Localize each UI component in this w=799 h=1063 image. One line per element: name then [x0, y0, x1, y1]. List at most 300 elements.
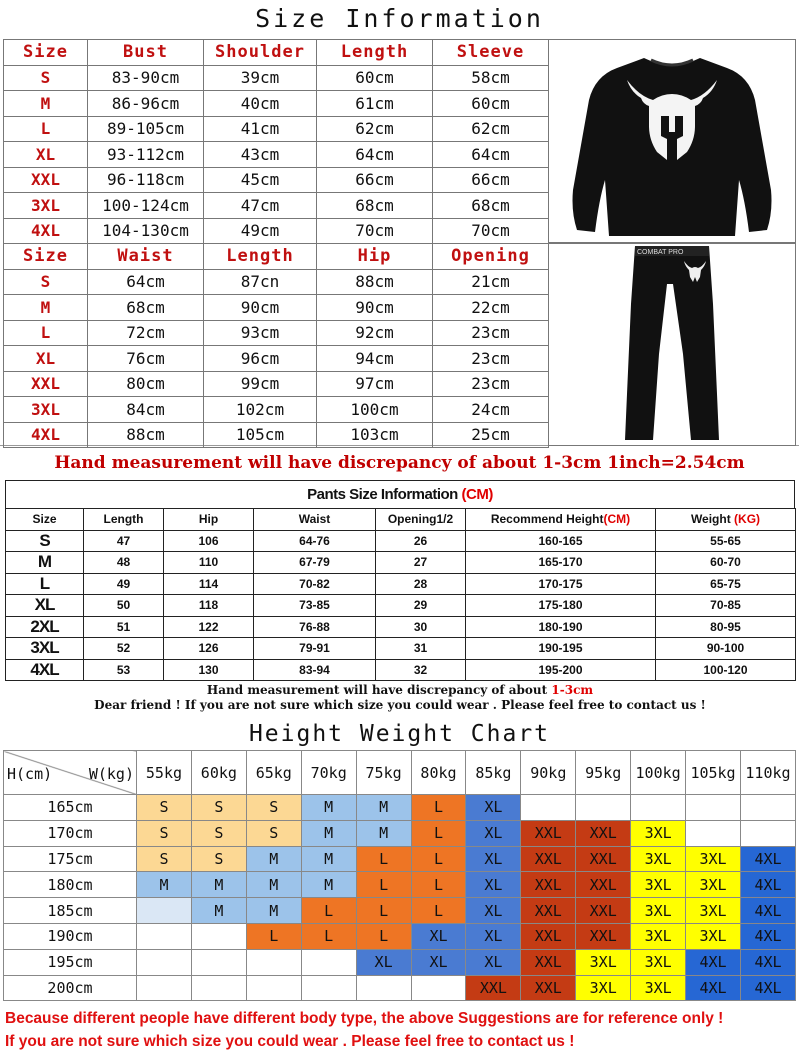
value-cell: 40cm	[204, 91, 317, 117]
value-cell: 21cm	[433, 269, 549, 295]
table-header-row	[4, 751, 796, 795]
column-header	[164, 509, 254, 531]
value-cell: 160-165	[466, 530, 656, 552]
value-cell: 51	[84, 616, 164, 638]
value-cell: 68cm	[433, 193, 549, 219]
size-recommendation-cell: M	[301, 820, 356, 846]
size-recommendation-cell	[191, 975, 246, 1001]
value-cell: 32	[376, 659, 466, 681]
size-recommendation-cell: S	[246, 820, 301, 846]
value-cell: 68cm	[88, 295, 204, 321]
value-cell: 90-100	[656, 638, 796, 660]
size-cell: L	[6, 573, 84, 595]
size-recommendation-cell: L	[356, 923, 411, 949]
size-recommendation-cell	[137, 898, 192, 924]
value-cell: 80-95	[656, 616, 796, 638]
column-header: Sleeve	[433, 40, 549, 66]
pants-note-line1: Hand measurement will have discrepancy of about 1-3cm	[206, 683, 594, 697]
height-weight-title: Height Weight Chart	[248, 721, 551, 747]
size-cell: L	[4, 320, 88, 346]
size-recommendation-cell: XXL	[521, 923, 576, 949]
table-header-row	[6, 509, 796, 531]
table-row	[4, 898, 796, 924]
value-cell: 76cm	[88, 346, 204, 372]
column-header: Size	[4, 244, 88, 270]
table-row	[4, 820, 796, 846]
size-recommendation-cell: XL	[411, 949, 466, 975]
size-recommendation-cell: XXL	[521, 898, 576, 924]
column-header: Waist	[88, 244, 204, 270]
size-recommendation-cell: XXL	[576, 846, 631, 872]
header-unit: (CM)	[603, 512, 631, 527]
value-cell: 190-195	[466, 638, 656, 660]
size-recommendation-cell: 4XL	[686, 975, 741, 1001]
header-label: Size	[32, 512, 57, 527]
size-cell: 3XL	[4, 397, 88, 423]
size-recommendation-cell	[191, 923, 246, 949]
size-cell: XL	[4, 142, 88, 168]
value-cell: 55-65	[656, 530, 796, 552]
column-header	[376, 509, 466, 531]
size-recommendation-cell: 4XL	[740, 846, 795, 872]
value-cell: 30	[376, 616, 466, 638]
table-row	[6, 573, 796, 595]
value-cell: 60cm	[317, 65, 433, 91]
size-recommendation-cell	[301, 949, 356, 975]
size-recommendation-cell: M	[301, 846, 356, 872]
size-cell: XL	[4, 346, 88, 372]
value-cell: 27	[376, 552, 466, 574]
size-recommendation-cell	[631, 795, 686, 821]
size-recommendation-cell: 3XL	[576, 975, 631, 1001]
height-cell: 200cm	[4, 975, 137, 1001]
value-cell: 66cm	[433, 167, 549, 193]
value-cell: 195-200	[466, 659, 656, 681]
value-cell: 94cm	[317, 346, 433, 372]
value-cell: 43cm	[204, 142, 317, 168]
size-cell: 4XL	[4, 422, 88, 448]
table-row	[6, 552, 796, 574]
size-recommendation-cell: M	[137, 872, 192, 898]
table-row	[4, 397, 549, 423]
header-label: Hip	[198, 512, 219, 527]
table-row	[4, 65, 549, 91]
value-cell: 103cm	[317, 422, 433, 448]
value-cell: 97cm	[317, 371, 433, 397]
size-recommendation-cell: XXL	[576, 820, 631, 846]
size-recommendation-cell	[411, 975, 466, 1001]
value-cell: 100cm	[317, 397, 433, 423]
weight-axis-label: W(kg)	[88, 765, 134, 783]
size-recommendation-cell: 4XL	[740, 975, 795, 1001]
value-cell: 64-76	[254, 530, 376, 552]
value-cell: 130	[164, 659, 254, 681]
value-cell: 175-180	[466, 595, 656, 617]
size-recommendation-cell	[356, 975, 411, 1001]
table-row	[6, 616, 796, 638]
table-row	[4, 949, 796, 975]
pants-note-line2: Dear friend ! If you are not sure which size you could wear . Please feel free to contact us !	[94, 698, 706, 712]
value-cell: 118	[164, 595, 254, 617]
value-cell: 102cm	[204, 397, 317, 423]
column-header: Length	[204, 244, 317, 270]
height-cell: 165cm	[4, 795, 137, 821]
size-recommendation-cell: 3XL	[686, 923, 741, 949]
size-recommendation-cell: 3XL	[576, 949, 631, 975]
value-cell: 61cm	[317, 91, 433, 117]
size-recommendation-cell: L	[411, 898, 466, 924]
value-cell: 83-94	[254, 659, 376, 681]
value-cell: 64cm	[317, 142, 433, 168]
size-recommendation-cell: XL	[466, 846, 521, 872]
value-cell: 93-112cm	[88, 142, 204, 168]
table-row	[4, 923, 796, 949]
pants-image	[548, 243, 796, 446]
value-cell: 50	[84, 595, 164, 617]
table-row	[4, 975, 796, 1001]
column-header	[84, 509, 164, 531]
value-cell: 23cm	[433, 346, 549, 372]
column-header: Opening	[433, 244, 549, 270]
size-cell: XXL	[4, 167, 88, 193]
weight-header: 60kg	[191, 751, 246, 795]
size-recommendation-cell: XL	[466, 923, 521, 949]
table-row	[4, 346, 549, 372]
shirt-shape	[573, 58, 772, 236]
size-recommendation-cell	[740, 820, 795, 846]
size-recommendation-cell: XL	[411, 923, 466, 949]
value-cell: 79-91	[254, 638, 376, 660]
table-row	[4, 846, 796, 872]
header-label: Opening1/2	[387, 512, 454, 527]
size-recommendation-cell: S	[137, 820, 192, 846]
corner-cell	[4, 751, 137, 795]
column-header	[6, 509, 84, 531]
size-recommendation-cell: M	[246, 846, 301, 872]
height-cell: 180cm	[4, 872, 137, 898]
size-recommendation-cell: S	[191, 846, 246, 872]
height-cell: 190cm	[4, 923, 137, 949]
size-recommendation-cell: S	[246, 795, 301, 821]
size-recommendation-cell: L	[356, 898, 411, 924]
size-recommendation-cell: 3XL	[631, 949, 686, 975]
weight-header: 65kg	[246, 751, 301, 795]
value-cell: 68cm	[317, 193, 433, 219]
column-header	[466, 509, 656, 531]
size-recommendation-cell: XXL	[521, 846, 576, 872]
table-row	[6, 530, 796, 552]
size-cell: 4XL	[4, 218, 88, 244]
value-cell: 93cm	[204, 320, 317, 346]
value-cell: 90cm	[317, 295, 433, 321]
size-recommendation-cell: 3XL	[631, 820, 686, 846]
size-cell: XXL	[4, 371, 88, 397]
weight-header: 95kg	[576, 751, 631, 795]
size-recommendation-cell: XXL	[576, 898, 631, 924]
footer-line1: Because different people have different body type, the above Suggestions are for reference only !	[5, 1010, 724, 1027]
header-label: Length	[103, 512, 144, 527]
value-cell: 25cm	[433, 422, 549, 448]
size-recommendation-cell: XL	[356, 949, 411, 975]
size-recommendation-cell: XL	[466, 820, 521, 846]
table-row	[4, 422, 549, 448]
value-cell: 52	[84, 638, 164, 660]
size-recommendation-cell: 3XL	[631, 846, 686, 872]
value-cell: 99cm	[204, 371, 317, 397]
value-cell: 76-88	[254, 616, 376, 638]
pants-size-table	[3, 243, 549, 448]
weight-header: 90kg	[521, 751, 576, 795]
size-recommendation-cell: 4XL	[740, 949, 795, 975]
size-cell: S	[4, 269, 88, 295]
measurement-note: Hand measurement will have discrepancy of about 1-3cm 1inch=2.54cm	[54, 453, 745, 473]
footer-line2: If you are not sure which size you could wear . Please feel free to contact us !	[5, 1033, 575, 1050]
value-cell: 24cm	[433, 397, 549, 423]
table-row	[4, 218, 549, 244]
value-cell: 86-96cm	[88, 91, 204, 117]
pants-shape	[625, 246, 719, 440]
value-cell: 22cm	[433, 295, 549, 321]
weight-header: 70kg	[301, 751, 356, 795]
size-recommendation-cell: 4XL	[740, 872, 795, 898]
size-recommendation-cell: L	[411, 820, 466, 846]
size-recommendation-cell: 3XL	[631, 975, 686, 1001]
value-cell: 28	[376, 573, 466, 595]
size-recommendation-cell: M	[246, 872, 301, 898]
height-cell: 170cm	[4, 820, 137, 846]
table-row	[4, 116, 549, 142]
size-recommendation-cell: L	[411, 872, 466, 898]
size-recommendation-cell: 4XL	[740, 923, 795, 949]
header-label: Waist	[298, 512, 331, 527]
header-label: Weight	[690, 512, 735, 527]
column-header: Hip	[317, 244, 433, 270]
weight-header: 105kg	[686, 751, 741, 795]
size-recommendation-cell: XL	[466, 898, 521, 924]
column-header: Bust	[88, 40, 204, 66]
size-recommendation-cell: S	[191, 820, 246, 846]
value-cell: 67-79	[254, 552, 376, 574]
size-recommendation-cell: M	[191, 898, 246, 924]
value-cell: 70-85	[656, 595, 796, 617]
height-weight-table	[3, 750, 796, 1001]
size-recommendation-cell	[246, 975, 301, 1001]
value-cell: 49cm	[204, 218, 317, 244]
value-cell: 165-170	[466, 552, 656, 574]
value-cell: 64cm	[433, 142, 549, 168]
value-cell: 170-175	[466, 573, 656, 595]
size-cell: 3XL	[4, 193, 88, 219]
size-recommendation-cell: XXL	[576, 923, 631, 949]
size-information-title: Size Information	[255, 4, 544, 33]
size-recommendation-cell: 3XL	[631, 898, 686, 924]
size-recommendation-cell: 3XL	[631, 872, 686, 898]
size-recommendation-cell: 4XL	[740, 898, 795, 924]
pants-brand-text: COMBAT PRO	[637, 249, 684, 256]
value-cell: 84cm	[88, 397, 204, 423]
value-cell: 70cm	[317, 218, 433, 244]
weight-header: 85kg	[466, 751, 521, 795]
height-axis-label: H(cm)	[7, 765, 53, 783]
size-cell: S	[4, 65, 88, 91]
size-recommendation-cell: L	[301, 898, 356, 924]
value-cell: 106	[164, 530, 254, 552]
value-cell: 114	[164, 573, 254, 595]
value-cell: 104-130cm	[88, 218, 204, 244]
size-cell: 4XL	[6, 659, 84, 681]
size-recommendation-cell: L	[301, 923, 356, 949]
size-cell: M	[4, 91, 88, 117]
table-row	[4, 269, 549, 295]
table-row	[4, 872, 796, 898]
value-cell: 39cm	[204, 65, 317, 91]
column-header: Size	[4, 40, 88, 66]
value-cell: 70-82	[254, 573, 376, 595]
size-cell: XL	[6, 595, 84, 617]
weight-header: 110kg	[740, 751, 795, 795]
size-recommendation-cell: XXL	[576, 872, 631, 898]
value-cell: 47	[84, 530, 164, 552]
value-cell: 60-70	[656, 552, 796, 574]
value-cell: 90cm	[204, 295, 317, 321]
table-row	[6, 638, 796, 660]
size-recommendation-cell: L	[356, 846, 411, 872]
size-cell: M	[4, 295, 88, 321]
value-cell: 49	[84, 573, 164, 595]
size-cell: M	[6, 552, 84, 574]
value-cell: 122	[164, 616, 254, 638]
value-cell: 26	[376, 530, 466, 552]
column-header	[254, 509, 376, 531]
column-header: Length	[317, 40, 433, 66]
size-recommendation-cell	[686, 820, 741, 846]
size-recommendation-cell: L	[411, 846, 466, 872]
value-cell: 88cm	[317, 269, 433, 295]
size-recommendation-cell: XXL	[466, 975, 521, 1001]
value-cell: 41cm	[204, 116, 317, 142]
value-cell: 70cm	[433, 218, 549, 244]
value-cell: 80cm	[88, 371, 204, 397]
size-cell: 3XL	[6, 638, 84, 660]
size-recommendation-cell: S	[137, 846, 192, 872]
size-recommendation-cell	[521, 795, 576, 821]
table-row	[4, 371, 549, 397]
value-cell: 100-124cm	[88, 193, 204, 219]
height-cell: 195cm	[4, 949, 137, 975]
weight-header: 100kg	[631, 751, 686, 795]
value-cell: 105cm	[204, 422, 317, 448]
size-recommendation-cell: M	[191, 872, 246, 898]
size-recommendation-cell: S	[137, 795, 192, 821]
size-recommendation-cell	[576, 795, 631, 821]
weight-header: 75kg	[356, 751, 411, 795]
table-header-row	[4, 40, 549, 66]
size-recommendation-cell: S	[191, 795, 246, 821]
value-cell: 72cm	[88, 320, 204, 346]
size-recommendation-cell: XL	[466, 949, 521, 975]
value-cell: 92cm	[317, 320, 433, 346]
header-label: Recommend Height	[490, 512, 604, 527]
value-cell: 58cm	[433, 65, 549, 91]
value-cell: 62cm	[433, 116, 549, 142]
size-recommendation-cell: 3XL	[686, 898, 741, 924]
value-cell: 66cm	[317, 167, 433, 193]
size-recommendation-cell: XL	[466, 872, 521, 898]
value-cell: 73-85	[254, 595, 376, 617]
value-cell: 48	[84, 552, 164, 574]
weight-header: 80kg	[411, 751, 466, 795]
size-recommendation-cell	[301, 975, 356, 1001]
size-recommendation-cell: 3XL	[686, 846, 741, 872]
value-cell: 100-120	[656, 659, 796, 681]
table-row	[4, 91, 549, 117]
value-cell: 60cm	[433, 91, 549, 117]
size-recommendation-cell: 4XL	[686, 949, 741, 975]
height-cell: 185cm	[4, 898, 137, 924]
value-cell: 87cn	[204, 269, 317, 295]
size-recommendation-cell: L	[246, 923, 301, 949]
size-recommendation-cell: L	[411, 795, 466, 821]
value-cell: 64cm	[88, 269, 204, 295]
value-cell: 96-118cm	[88, 167, 204, 193]
size-recommendation-cell: XXL	[521, 949, 576, 975]
size-cell: L	[4, 116, 88, 142]
size-recommendation-cell: 3XL	[686, 872, 741, 898]
value-cell: 88cm	[88, 422, 204, 448]
size-cell: 2XL	[6, 616, 84, 638]
size-recommendation-cell	[137, 923, 192, 949]
value-cell: 83-90cm	[88, 65, 204, 91]
size-recommendation-cell: XXL	[521, 975, 576, 1001]
size-recommendation-cell: M	[301, 795, 356, 821]
shirt-size-table	[3, 39, 549, 244]
size-information-section	[0, 0, 799, 446]
size-recommendation-cell: XL	[466, 795, 521, 821]
value-cell: 29	[376, 595, 466, 617]
size-recommendation-cell: M	[246, 898, 301, 924]
value-cell: 96cm	[204, 346, 317, 372]
weight-header: 55kg	[137, 751, 192, 795]
size-recommendation-cell	[740, 795, 795, 821]
value-cell: 65-75	[656, 573, 796, 595]
size-cell: S	[6, 530, 84, 552]
size-recommendation-cell	[246, 949, 301, 975]
value-cell: 53	[84, 659, 164, 681]
table-row	[6, 595, 796, 617]
table-row	[4, 320, 549, 346]
size-recommendation-cell	[191, 949, 246, 975]
table-row	[6, 659, 796, 681]
pants-info-table	[5, 508, 796, 681]
value-cell: 180-190	[466, 616, 656, 638]
size-recommendation-cell: L	[356, 872, 411, 898]
table-row	[4, 167, 549, 193]
size-recommendation-cell: M	[356, 795, 411, 821]
value-cell: 126	[164, 638, 254, 660]
table-row	[4, 295, 549, 321]
value-cell: 62cm	[317, 116, 433, 142]
value-cell: 47cm	[204, 193, 317, 219]
size-recommendation-cell: XXL	[521, 820, 576, 846]
value-cell: 110	[164, 552, 254, 574]
column-header	[656, 509, 796, 531]
table-header-row	[4, 244, 549, 270]
value-cell: 23cm	[433, 320, 549, 346]
value-cell: 89-105cm	[88, 116, 204, 142]
size-recommendation-cell: M	[301, 872, 356, 898]
value-cell: 31	[376, 638, 466, 660]
shirt-image	[548, 39, 796, 243]
